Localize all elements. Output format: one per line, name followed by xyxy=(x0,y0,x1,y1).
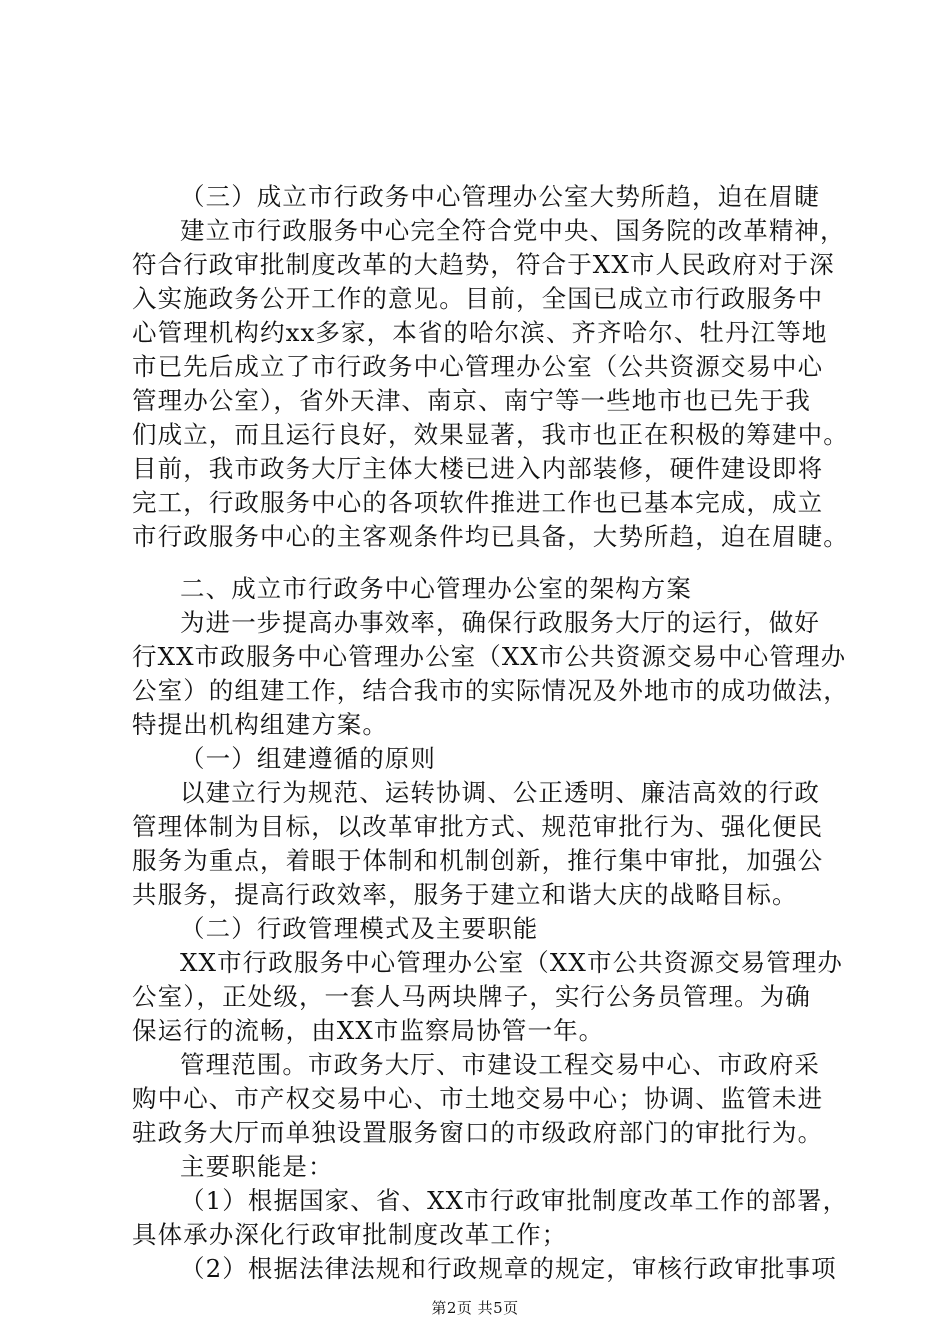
paragraph-line: 具体承办深化行政审批制度改革工作； xyxy=(132,1220,568,1249)
page-number-footer: 第2页 共5页 xyxy=(431,1299,519,1317)
subsection-heading-2: （二）行政管理模式及主要职能 xyxy=(180,914,539,943)
paragraph-line: 们成立，而且运行良好，效果显著，我市也正在积极的筹建中。 xyxy=(132,420,849,449)
list-item: （1）根据国家、省、XX市行政审批制度改革工作的部署， xyxy=(180,1186,849,1215)
paragraph-line: 目前，我市政务大厅主体大楼已进入内部装修，硬件建设即将 xyxy=(132,454,824,483)
paragraph-line: 特提出机构组建方案。 xyxy=(132,710,388,739)
section-heading-2: 二、成立市行政务中心管理办公室的架构方案 xyxy=(180,574,692,603)
paragraph-line: 管理体制为目标，以改革审批方式、规范审批行为、强化便民 xyxy=(132,812,824,841)
paragraph-line: 公室）的组建工作，结合我市的实际情况及外地市的成功做法， xyxy=(132,676,849,705)
paragraph-line: 心管理机构约xx多家，本省的哈尔滨、齐齐哈尔、牡丹江等地 xyxy=(132,318,828,347)
paragraph-line: 以建立行为规范、运转协调、公正透明、廉洁高效的行政 xyxy=(180,778,820,807)
list-item: （2）根据法律法规和行政规章的规定，审核行政审批事项 xyxy=(180,1254,837,1283)
paragraph-line: 市已先后成立了市行政务中心管理办公室（公共资源交易中心 xyxy=(132,352,824,381)
paragraph-line: 保运行的流畅，由XX市监察局协管一年。 xyxy=(132,1016,605,1045)
paragraph-line: 行XX市政服务中心管理办公室（XX市公共资源交易中心管理办 xyxy=(132,642,847,671)
paragraph-line: 公室），正处级，一套人马两块牌子，实行公务员管理。为确 xyxy=(132,982,811,1011)
paragraph-line: 入实施政务公开工作的意见。目前，全国已成立市行政服务中 xyxy=(132,284,824,313)
paragraph-line: 管理办公室），省外天津、南京、南宁等一些地市也已先于我 xyxy=(132,386,811,415)
section-heading-3: （三）成立市行政务中心管理办公室大势所趋，迫在眉睫 xyxy=(180,182,820,211)
paragraph-line: 驻政务大厅而单独设置服务窗口的市级政府部门的审批行为。 xyxy=(132,1118,824,1147)
paragraph-line: 服务为重点，着眼于体制和机制创新，推行集中审批，加强公 xyxy=(132,846,824,875)
paragraph-line: 主要职能是： xyxy=(180,1152,334,1181)
paragraph-line: 建立市行政服务中心完全符合党中央、国务院的改革精神， xyxy=(180,216,846,245)
paragraph-line: 为进一步提高办事效率，确保行政服务大厅的运行，做好 xyxy=(180,608,820,637)
paragraph-line: 完工，行政服务中心的各项软件推进工作也已基本完成，成立 xyxy=(132,488,824,517)
paragraph-line: 管理范围。市政务大厅、市建设工程交易中心、市政府采 xyxy=(180,1050,820,1079)
paragraph-line: 共服务，提高行政效率，服务于建立和谐大庆的战略目标。 xyxy=(132,880,798,909)
paragraph-line: 符合行政审批制度改革的大趋势，符合于XX市人民政府对于深 xyxy=(132,250,835,279)
subsection-heading-1: （一）组建遵循的原则 xyxy=(180,744,436,773)
paragraph-line: 市行政服务中心的主客观条件均已具备，大势所趋，迫在眉睫。 xyxy=(132,522,849,551)
paragraph-line: 购中心、市产权交易中心、市土地交易中心；协调、监管未进 xyxy=(132,1084,824,1113)
paragraph-line: XX市行政服务中心管理办公室（XX市公共资源交易管理办 xyxy=(180,948,843,977)
